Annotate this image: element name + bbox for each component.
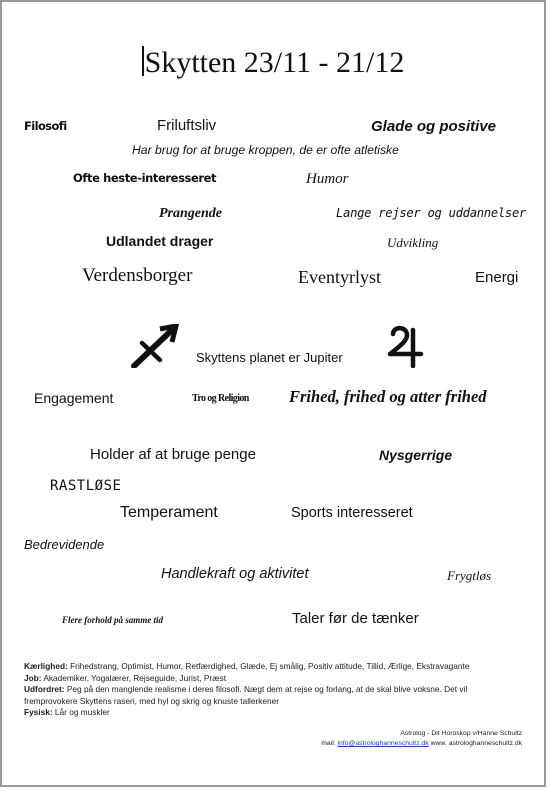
footer-line2 [321, 740, 522, 747]
word-friluftsliv: Friluftsliv [157, 117, 217, 134]
detail-kaerlighed [24, 661, 534, 673]
word-udvikling: Udvikling [387, 235, 439, 250]
word-rastlose: RASTLØSE [50, 478, 122, 494]
word-tro: Tro og Religion [192, 393, 249, 404]
word-kroppen: Har brug for at bruge kroppen, de er ofte atletiske [132, 143, 399, 157]
word-bedrevidende: Bedrevidende [24, 537, 105, 552]
sagittarius-icon [130, 324, 180, 368]
word-planet: Skyttens planet er Jupiter [196, 350, 343, 365]
word-temperament: Temperament [120, 504, 218, 521]
word-filosofi: Filosofi [24, 119, 67, 133]
jupiter-icon [387, 324, 425, 368]
word-verdensborger: Verdensborger [82, 265, 193, 286]
udfordret-text-2: fremprovokere Skyttens raseri, med hyl og skrig og knuste tallerkener [24, 695, 280, 706]
kaerlighed-text: Frihedstrang, Optimist, Humor, Retfærdighed, Glæde, Ej smålig, Positiv attitude, Tillid, Ærlige, Ekstravagante [70, 661, 470, 671]
text-cursor [142, 46, 144, 76]
word-penge: Holder af at bruge penge [90, 446, 256, 463]
word-eventyrlyst: Eventyrlyst [298, 267, 381, 287]
word-prangende: Prangende [159, 206, 222, 221]
detail-job [24, 673, 534, 685]
detail-udfordret [24, 684, 534, 696]
udfordret-label: Udfordret: [24, 684, 65, 694]
word-energi: Energi [475, 269, 519, 286]
footer-line1: Astrolog - Dit Horoskop v/Hanne Schultz [400, 730, 522, 737]
word-glade: Glade og positive [371, 118, 497, 135]
mail-label: mail: [321, 740, 336, 747]
word-rejser: Lange rejser og uddannelser [336, 206, 527, 220]
word-handlekraft: Handlekraft og aktivitet [161, 566, 309, 582]
email-link[interactable]: info@astrologhanneschultz.dk [337, 740, 429, 747]
jupiter-symbol [387, 324, 425, 368]
word-humor: Humor [306, 171, 349, 187]
word-frihed: Frihed, frihed og atter frihed [289, 387, 487, 406]
job-text: Akademiker, Yogalærer, Rejseguide, Jurist, Præst [43, 672, 226, 683]
udfordret-text-1: Peg på den manglende realisme i deres filosofi. Nægt dem at rejse og forlang, at de skal blive voksne. Det vil [66, 684, 468, 694]
word-heste: Ofte heste-interesseret [73, 171, 217, 185]
sagittarius-symbol [130, 324, 180, 368]
details-section [24, 661, 534, 719]
kaerlighed-label: Kærlighed: [24, 661, 68, 671]
word-nysgerrige: Nysgerrige [379, 447, 453, 463]
word-sports: Sports interesseret [291, 505, 413, 521]
word-taler: Taler før de tænker [292, 610, 419, 627]
fysisk-label: Fysisk: [24, 707, 53, 717]
word-engagement: Engagement [34, 390, 114, 406]
page-title [2, 46, 544, 78]
word-forhold: Flere forhold på samme tid [62, 615, 163, 625]
detail-fysisk [24, 707, 534, 719]
word-frygtlos: Frygtløs [447, 568, 492, 583]
title-text: Skytten 23/11 - 21/12 [144, 46, 405, 79]
website-text: www. astrologhanneschultz.dk [430, 740, 522, 747]
word-udlandet: Udlandet drager [106, 233, 214, 249]
detail-udfordret-cont [24, 696, 534, 708]
job-label: Job: [24, 672, 42, 683]
fysisk-text: Lår og muskler [54, 707, 110, 717]
